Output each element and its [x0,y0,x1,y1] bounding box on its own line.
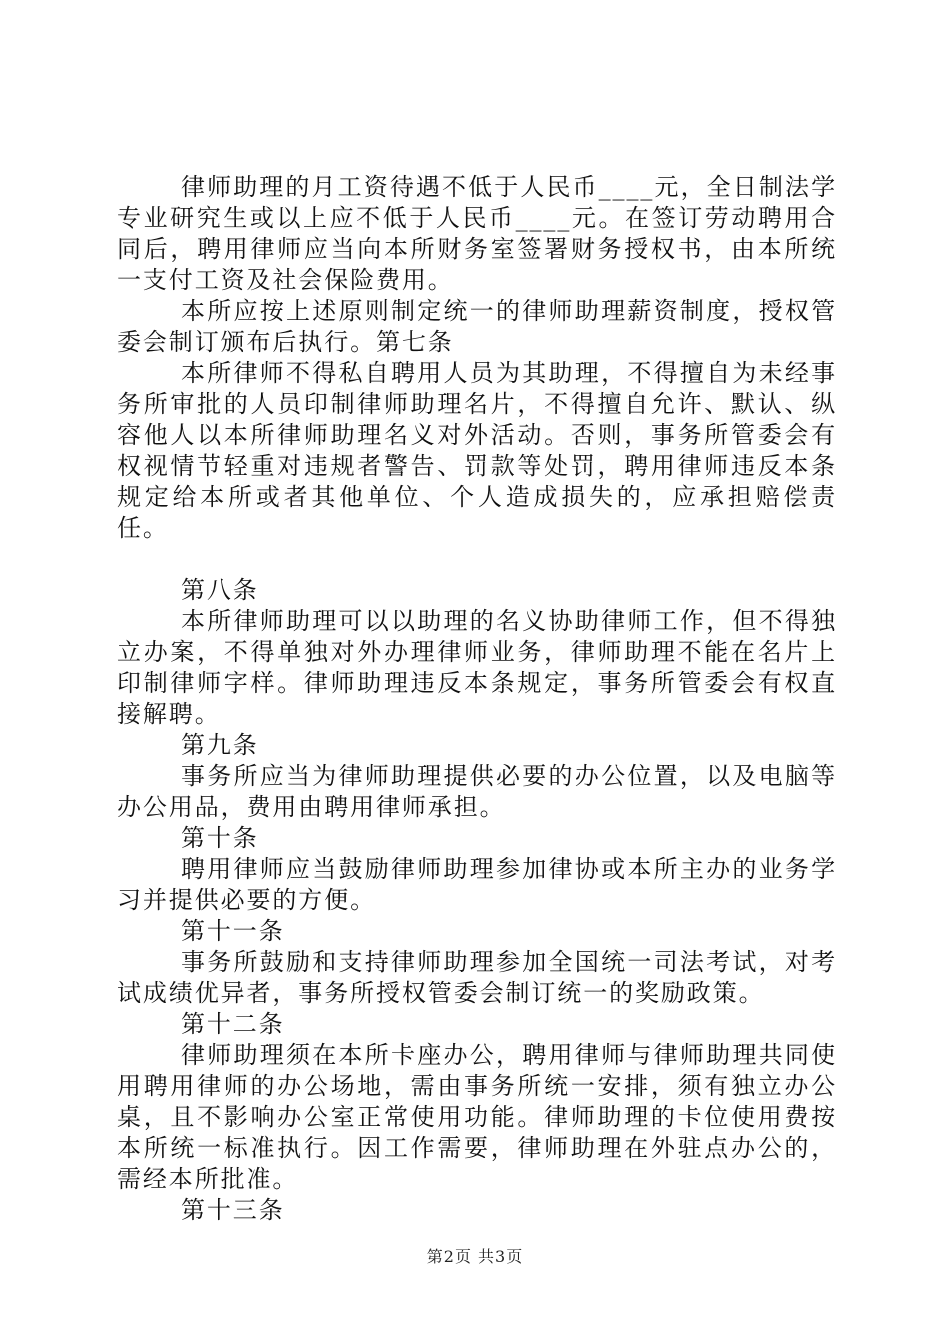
article-heading-10: 第十条 [181,824,259,852]
paragraph-article-9: 事务所应当为律师助理提供必要的办公位置，以及电脑等办公用品，费用由聘用律师承担。 [117,762,837,821]
article-heading-9: 第九条 [181,731,259,759]
paragraph-article-11: 事务所鼓励和支持律师助理参加全国统一司法考试，对考试成绩优异者，事务所授权管委会制订统一的奖励政策。 [117,948,837,1007]
article-heading-12: 第十二条 [181,1010,285,1038]
page-footer [0,1244,950,1267]
paragraph-article-10: 聘用律师应当鼓励律师助理参加律协或本所主办的业务学习并提供必要的方便。 [117,855,837,914]
article-heading-13: 第十三条 [181,1196,285,1224]
paragraph-salary: 律师助理的月工资待遇不低于人民币____元，全日制法学专业研究生或以上应不低于人民币____元。在签订劳动聘用合同后，聘用律师应当向本所财务室签署财务授权书，由本所统一支付工资及社会保险费用。 [117,173,837,294]
paragraph-salary-system: 本所应按上述原则制定统一的律师助理薪资制度，授权管委会制订颁布后执行。第七条 [117,297,837,356]
paragraph-article-12: 律师助理须在本所卡座办公，聘用律师与律师助理共同使用聘用律师的办公场地，需由事务所统一安排，须有独立办公桌，且不影响办公室正常使用功能。律师助理的卡位使用费按本所统一标准执行。因工作需要，律师助理在外驻点办公的，需经本所批准。 [117,1041,837,1193]
document-body [117,172,837,1226]
page-number-label: 第2页 共3页 [426,1247,524,1266]
paragraph-article-8: 本所律师助理可以以助理的名义协助律师工作，但不得独立办案，不得单独对外办理律师业务，律师助理不能在名片上印制律师字样。律师助理违反本条规定，事务所管委会有权直接解聘。 [117,607,837,728]
paragraph-article-7: 本所律师不得私自聘用人员为其助理，不得擅自为未经事务所审批的人员印制律师助理名片，不得擅自允许、默认、纵容他人以本所律师助理名义对外活动。否则，事务所管委会有权视情节轻重对违规者警告、罚款等处罚，聘用律师违反本条规定给本所或者其他单位、个人造成损失的，应承担赔偿责任。 [117,359,837,542]
article-heading-8: 第八条 [181,576,259,604]
paragraph-gap [117,544,837,575]
article-heading-11: 第十一条 [181,917,285,945]
